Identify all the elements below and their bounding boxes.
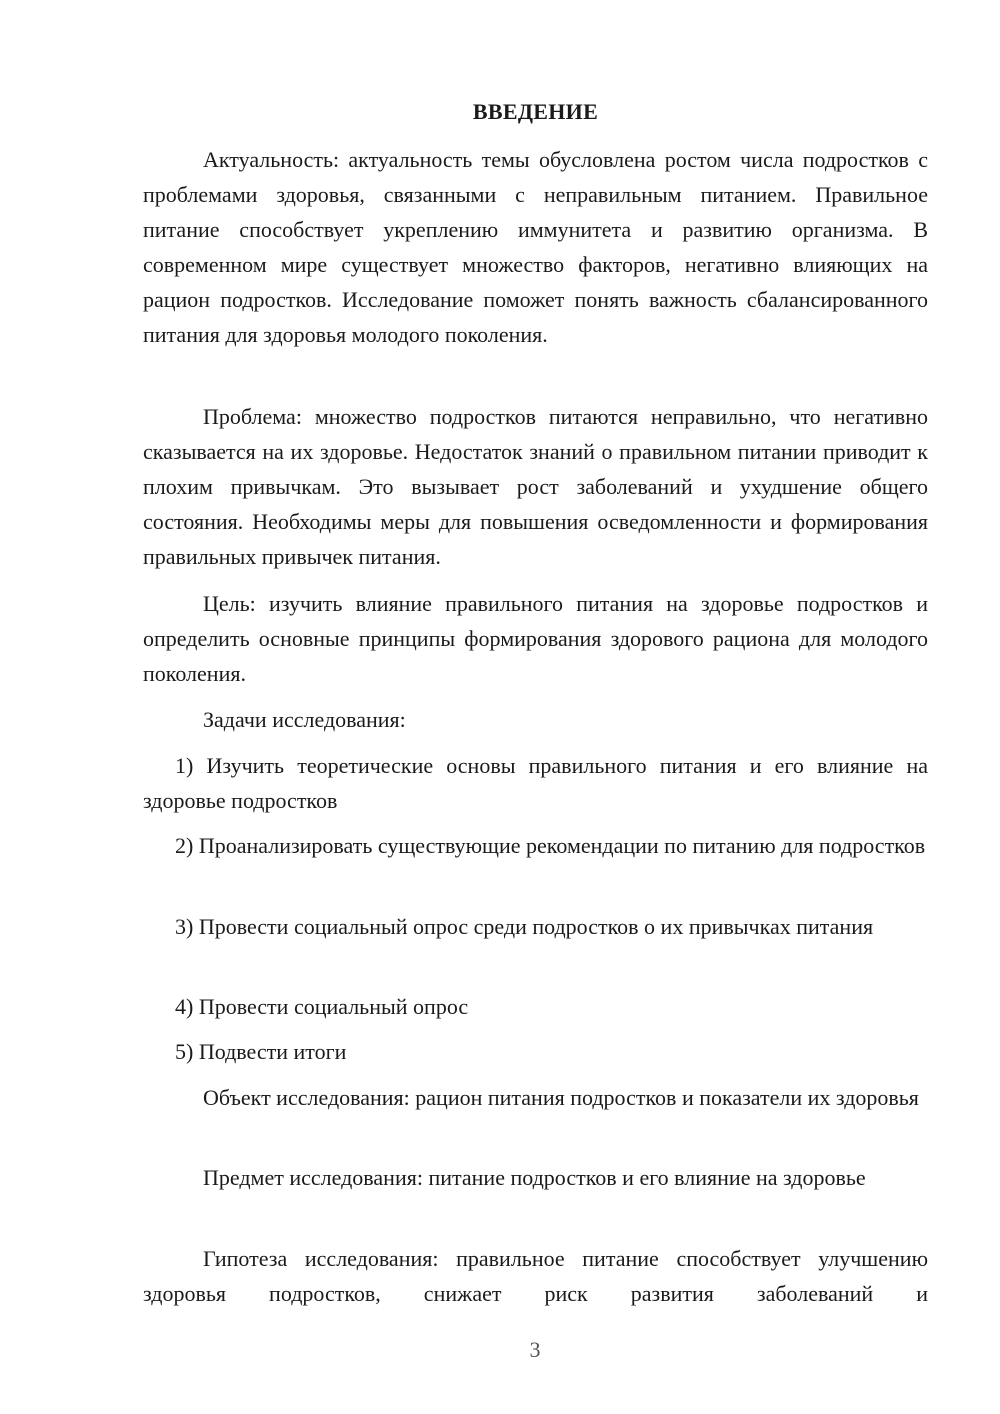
task-item-5: 5) Подвести итоги	[175, 1039, 347, 1064]
task-item-3: 3) Провести социальный опрос среди подростков о их привычках питания	[175, 914, 874, 939]
paragraph-subject: Предмет исследования: питание подростков и его влияние на здоровье	[203, 1165, 866, 1190]
task-item-1: 1) Изучить теоретические основы правильного питания и его влияние на здоровье подростков	[143, 753, 928, 813]
paragraph-problem: Проблема: множество подростков питаются неправильно, что негативно сказывается на их здоровье. Недостаток знаний о правильном питании приводит к плохим привычкам. Это вызывает рост заболеваний и ухудшение общего состояния. Необходимы меры для повышения осведомленности и формирования правильных привычек питания.	[143, 404, 928, 569]
paragraph-object: Объект исследования: рацион питания подростков и показатели их здоровья	[203, 1085, 919, 1110]
task-item-2: 2) Проанализировать существующие рекомендации по питанию для подростков	[175, 833, 926, 858]
section-heading: ВВЕДЕНИЕ	[472, 99, 599, 124]
paragraph-relevance: Актуальность: актуальность темы обусловлена ростом числа подростков с проблемами здоровья, связанными с неправильным питанием. Правильное питание способствует укреплению иммунитета и развитию организма. В современном мире существует множество факторов, негативно влияющих на рацион подростков. Исследование поможет понять важность сбалансированного питания для здоровья молодого поколения.	[143, 147, 928, 347]
paragraph-goal: Цель: изучить влияние правильного питания на здоровье подростков и определить основные принципы формирования здорового рациона для молодого поколения.	[143, 591, 928, 686]
tasks-heading: Задачи исследования:	[203, 707, 406, 732]
paragraph-hypothesis: Гипотеза исследования: правильное питание способствует улучшению здоровья подростков, снижает риск развития заболеваний и	[143, 1246, 928, 1306]
page-number: 3	[529, 1337, 541, 1362]
task-item-4: 4) Провести социальный опрос	[175, 994, 469, 1019]
